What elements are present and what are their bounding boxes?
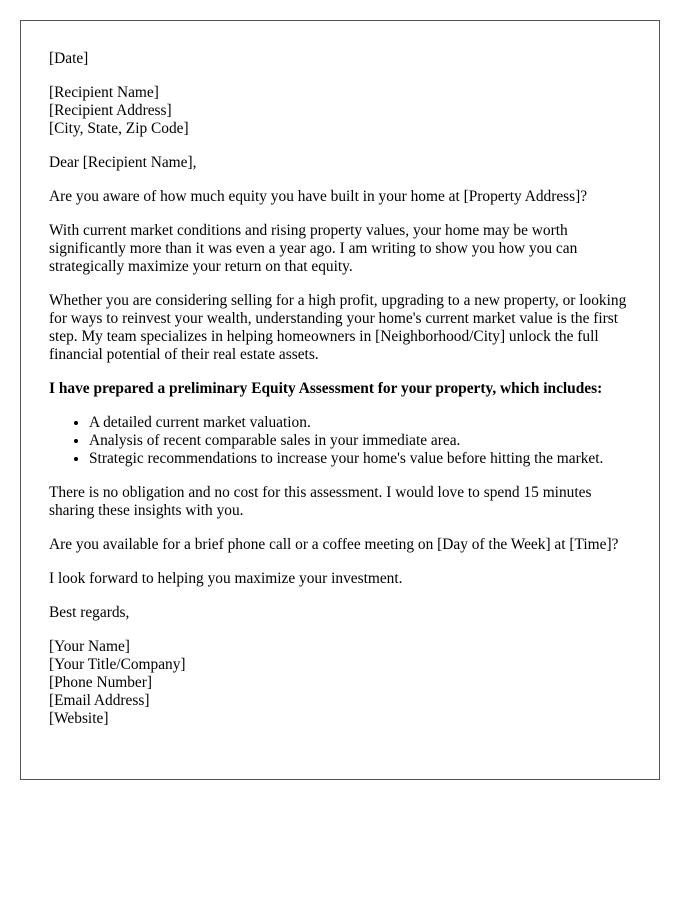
assessment-list: [49, 414, 631, 468]
assessment-heading: I have prepared a preliminary Equity Assessment for your property, which includes:: [49, 380, 603, 397]
list-item: • A detailed current market valuation.: [89, 414, 631, 432]
body-paragraph-2: With current market conditions and rising property values, your home may be worth significantly more than it was even a year ago. I am writing to show you how you can strategically maximize your return on that equity.: [49, 222, 578, 275]
sender-name: [Your Name]: [49, 638, 130, 655]
body-paragraph-1: Are you aware of how much equity you have built in your home at [Property Address]?: [49, 188, 588, 205]
recipient-block: [49, 84, 631, 138]
sign-off: Best regards,: [49, 604, 130, 621]
sender-website: [Website]: [49, 710, 109, 727]
letter-page: [20, 20, 660, 780]
list-item: • Analysis of recent comparable sales in your immediate area.: [89, 432, 631, 450]
sender-title-company: [Your Title/Company]: [49, 656, 186, 673]
recipient-address: [Recipient Address]: [49, 102, 172, 119]
recipient-name: [Recipient Name]: [49, 84, 159, 101]
sender-email: [Email Address]: [49, 692, 150, 709]
letter-date: [Date]: [49, 50, 89, 67]
sender-phone: [Phone Number]: [49, 674, 153, 691]
closing-paragraph-1: There is no obligation and no cost for this assessment. I would love to spend 15 minutes sharing these insights with you.: [49, 484, 592, 519]
closing-paragraph-3: I look forward to helping you maximize your investment.: [49, 570, 403, 587]
body-paragraph-3: Whether you are considering selling for a high profit, upgrading to a new property, or looking for ways to reinvest your wealth, understanding your home's current market value is the first step. My team specializes in helping homeowners in [Neighborhood/City] unlock the full financial potential of their real estate assets.: [49, 292, 627, 363]
sender-block: [49, 638, 631, 728]
recipient-city-state-zip: [City, State, Zip Code]: [49, 120, 189, 137]
salutation: Dear [Recipient Name],: [49, 154, 197, 171]
closing-paragraph-2: Are you available for a brief phone call or a coffee meeting on [Day of the Week] at [Time]?: [49, 536, 619, 553]
list-item: • Strategic recommendations to increase your home's value before hitting the market.: [89, 450, 631, 468]
